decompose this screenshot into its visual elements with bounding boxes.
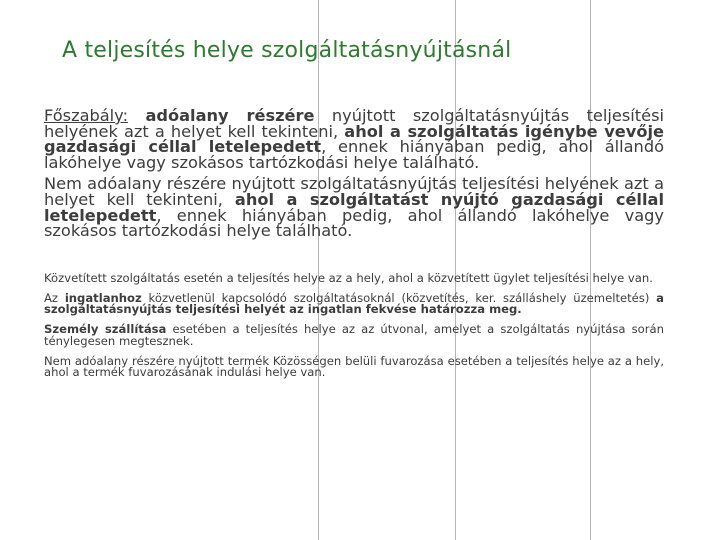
taxable-person-text: adóalany részére [145,106,315,125]
emphasis-text: a szolgáltatásnyújtás teljesítési helyét az ingatlan fekvése határozza meg. [44,290,664,317]
text-span: közvetlenül kapcsolódó szolgáltatásoknál (közvetítés, ker. szálláshely üzemeltetés) [141,290,657,305]
real-estate-term: ingatlanhoz [64,290,142,305]
text-span: , ennek hiányában pedig, ahol állandó lakóhelye vagy szokásos tartózkodási helye található. [44,205,664,241]
text-span: , ennek hiányában pedig, ahol állandó lakóhelye vagy szokásos tartózkodási helye található. [44,137,664,172]
text-span: Nem adóalany részére nyújtott termék Közösségen belüli fuvarozása esetében a teljesítés helye az a hely, ahol a termék fuvarozásának indulási helye van. [44,353,664,379]
text-span: Nem adóalany részére nyújtott szolgáltatásnyújtás teljesítési helyének azt a helyet kell tekinteni, [44,174,664,209]
paragraph-intermediated [44,270,664,285]
text-span: Közvetített szolgáltatás esetén a teljesítés helye az a hely, ahol a közvetített ügylet teljesítési helye van. [44,270,653,285]
text-span: Az [44,290,65,305]
passenger-transport-term: Személy szállítása [44,322,167,337]
text-span: esetében a teljesítés helye az az útvonal, amelyet a szolgáltatás nyújtása során ténylegesen megtesznek. [44,322,664,348]
paragraph-real-estate [44,290,664,317]
paragraph-main-rule [44,108,664,170]
paragraph-non-taxable [44,174,664,241]
rule-label: Főszabály: [44,106,129,125]
emphasis-text: ahol a szolgáltatást nyújtó gazdasági céllal letelepedett [44,189,664,225]
slide-body [44,108,664,387]
slide-title: A teljesítés helye szolgáltatásnyújtásnál [62,38,512,63]
paragraph-goods-transport [44,353,664,379]
emphasis-text: ahol a szolgáltatás igénybe vevője gazdasági céllal letelepedett [44,121,664,157]
text-span: nyújtott szolgáltatásnyújtás teljesítési helyének azt a helyet kell tekinteni, [44,106,664,141]
paragraph-passenger-transport [44,324,664,346]
